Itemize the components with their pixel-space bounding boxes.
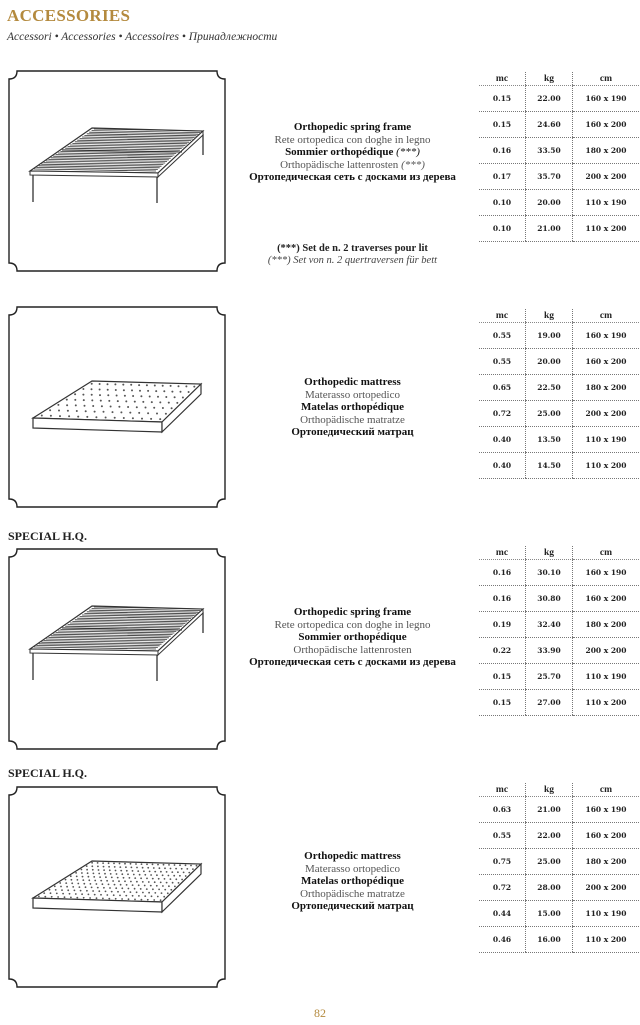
table-cell: 0.15 xyxy=(479,112,526,138)
table-row xyxy=(479,664,639,690)
table-cell: 110 x 200 xyxy=(573,453,640,479)
desc-ru: Ортопедическая сеть с досками из дерева xyxy=(249,656,456,668)
table-cell: 33.90 xyxy=(526,638,573,664)
table-cell: 30.10 xyxy=(526,560,573,586)
section-label-special: SPECIAL H.Q. xyxy=(8,766,88,780)
table-row xyxy=(479,190,639,216)
table-cell: 110 x 200 xyxy=(573,690,640,716)
desc-de: Orthopädische lattenrosten xyxy=(280,158,399,171)
table-cell: 0.16 xyxy=(479,560,526,586)
table-cell: 200 x 200 xyxy=(573,164,640,190)
desc-fr-line xyxy=(240,875,465,888)
table-row xyxy=(479,823,639,849)
table-row xyxy=(479,849,639,875)
desc-fr-line xyxy=(240,631,465,644)
desc-fr: Matelas orthopédique xyxy=(301,401,404,413)
desc-fr-line xyxy=(240,146,465,159)
spec-header-cell: mc xyxy=(479,546,526,560)
page-number: 82 xyxy=(314,1006,326,1020)
table-cell: 25.00 xyxy=(526,849,573,875)
table-cell: 0.72 xyxy=(479,401,526,427)
table-cell: 30.80 xyxy=(526,586,573,612)
desc-de-line xyxy=(240,159,465,172)
table-cell: 27.00 xyxy=(526,690,573,716)
table-cell: 160 x 190 xyxy=(573,560,640,586)
table-cell: 20.00 xyxy=(526,190,573,216)
table-cell: 180 x 200 xyxy=(573,612,640,638)
desc-ru: Ортопедический матрац xyxy=(291,426,414,438)
table-row xyxy=(479,349,639,375)
table-cell: 200 x 200 xyxy=(573,401,640,427)
desc-fr: Sommier orthopédique xyxy=(285,146,394,158)
table-row xyxy=(479,638,639,664)
spec-header-row xyxy=(479,72,639,86)
spec-table xyxy=(479,546,639,716)
table-row xyxy=(479,901,639,927)
table-cell: 0.22 xyxy=(479,638,526,664)
spec-header-cell: mc xyxy=(479,309,526,323)
table-cell: 110 x 190 xyxy=(573,190,640,216)
table-cell: 160 x 190 xyxy=(573,323,640,349)
product-description xyxy=(240,121,465,184)
table-cell: 110 x 200 xyxy=(573,927,640,953)
desc-de: Orthopädische matratze xyxy=(300,887,405,900)
traverse-note xyxy=(240,243,465,267)
table-cell: 160 x 200 xyxy=(573,349,640,375)
table-cell: 110 x 190 xyxy=(573,664,640,690)
table-cell: 110 x 190 xyxy=(573,901,640,927)
spec-header-cell: cm xyxy=(573,72,640,86)
mattress-illustration xyxy=(8,786,226,988)
table-row xyxy=(479,86,639,112)
table-cell: 0.46 xyxy=(479,927,526,953)
table-row xyxy=(479,138,639,164)
mattress-illustration xyxy=(8,306,226,508)
table-cell: 25.00 xyxy=(526,401,573,427)
table-cell: 13.50 xyxy=(526,427,573,453)
table-cell: 14.50 xyxy=(526,453,573,479)
table-cell: 0.15 xyxy=(479,664,526,690)
spec-header-cell: mc xyxy=(479,783,526,797)
desc-de-line xyxy=(240,644,465,657)
table-row xyxy=(479,112,639,138)
table-cell: 19.00 xyxy=(526,323,573,349)
spec-header-cell: kg xyxy=(526,783,573,797)
table-row xyxy=(479,216,639,242)
table-cell: 22.00 xyxy=(526,823,573,849)
table-cell: 24.60 xyxy=(526,112,573,138)
table-cell: 20.00 xyxy=(526,349,573,375)
spec-header-row xyxy=(479,783,639,797)
product-description xyxy=(240,850,465,913)
table-cell: 0.16 xyxy=(479,586,526,612)
spec-header-cell: cm xyxy=(573,783,640,797)
table-cell: 21.00 xyxy=(526,797,573,823)
table-cell: 200 x 200 xyxy=(573,875,640,901)
desc-de-mark: (***) xyxy=(401,158,425,171)
spec-header-row xyxy=(479,546,639,560)
spec-table xyxy=(479,72,639,242)
table-cell: 32.40 xyxy=(526,612,573,638)
spec-table xyxy=(479,783,639,953)
table-cell: 22.00 xyxy=(526,86,573,112)
table-row xyxy=(479,375,639,401)
table-cell: 0.15 xyxy=(479,690,526,716)
table-cell: 180 x 200 xyxy=(573,138,640,164)
table-cell: 0.63 xyxy=(479,797,526,823)
spec-header-cell: kg xyxy=(526,309,573,323)
desc-en: Orthopedic spring frame xyxy=(293,606,412,618)
spec-header-row xyxy=(479,309,639,323)
spec-header-cell: kg xyxy=(526,546,573,560)
table-cell: 0.40 xyxy=(479,453,526,479)
spring-frame-illustration xyxy=(8,70,226,272)
desc-fr-mark: (***) xyxy=(396,146,420,158)
section-label-special: SPECIAL H.Q. xyxy=(8,529,88,543)
table-cell: 0.44 xyxy=(479,901,526,927)
desc-de: Orthopädische lattenrosten xyxy=(293,643,412,656)
table-cell: 110 x 200 xyxy=(573,216,640,242)
spec-header-cell: cm xyxy=(573,309,640,323)
product-description xyxy=(240,606,465,669)
note-de: (***) Set von n. 2 quertraversen für bett xyxy=(267,255,438,266)
desc-en: Orthopedic mattress xyxy=(304,376,401,388)
product-description xyxy=(240,376,465,439)
table-row xyxy=(479,586,639,612)
desc-it: Materasso ortopedico xyxy=(305,862,400,875)
table-cell: 0.55 xyxy=(479,323,526,349)
table-cell: 21.00 xyxy=(526,216,573,242)
table-cell: 180 x 200 xyxy=(573,375,640,401)
table-cell: 160 x 190 xyxy=(573,797,640,823)
table-row xyxy=(479,797,639,823)
desc-ru: Ортопедическая сеть с досками из дерева xyxy=(249,171,456,183)
desc-fr-line xyxy=(240,401,465,414)
table-row xyxy=(479,927,639,953)
table-row xyxy=(479,875,639,901)
desc-de: Orthopädische matratze xyxy=(300,413,405,426)
spec-table xyxy=(479,309,639,479)
table-cell: 35.70 xyxy=(526,164,573,190)
page-title: ACCESSORIES xyxy=(7,6,131,25)
page-subtitle: Accessori • Accessories • Accessoires • Принадлежности xyxy=(7,31,278,43)
table-cell: 28.00 xyxy=(526,875,573,901)
table-row xyxy=(479,560,639,586)
table-cell: 0.55 xyxy=(479,823,526,849)
desc-fr: Sommier orthopédique xyxy=(298,631,407,643)
table-row xyxy=(479,612,639,638)
table-cell: 160 x 190 xyxy=(573,86,640,112)
table-row xyxy=(479,690,639,716)
desc-it: Materasso ortopedico xyxy=(305,388,400,401)
desc-en: Orthopedic spring frame xyxy=(293,121,412,133)
spec-header-cell: mc xyxy=(479,72,526,86)
desc-it: Rete ortopedica con doghe in legno xyxy=(274,618,431,631)
desc-fr: Matelas orthopédique xyxy=(301,875,404,887)
table-row xyxy=(479,323,639,349)
spec-header-cell: cm xyxy=(573,546,640,560)
table-cell: 160 x 200 xyxy=(573,823,640,849)
desc-ru: Ортопедический матрац xyxy=(291,900,414,912)
table-cell: 22.50 xyxy=(526,375,573,401)
table-cell: 160 x 200 xyxy=(573,586,640,612)
table-cell: 0.16 xyxy=(479,138,526,164)
desc-it: Rete ortopedica con doghe in legno xyxy=(274,133,431,146)
table-cell: 15.00 xyxy=(526,901,573,927)
table-cell: 0.55 xyxy=(479,349,526,375)
table-cell: 16.00 xyxy=(526,927,573,953)
table-row xyxy=(479,427,639,453)
table-cell: 180 x 200 xyxy=(573,849,640,875)
desc-de-line xyxy=(240,414,465,427)
table-cell: 0.10 xyxy=(479,190,526,216)
table-cell: 0.40 xyxy=(479,427,526,453)
desc-de-line xyxy=(240,888,465,901)
table-cell: 0.72 xyxy=(479,875,526,901)
table-cell: 0.10 xyxy=(479,216,526,242)
table-cell: 0.75 xyxy=(479,849,526,875)
desc-en: Orthopedic mattress xyxy=(304,850,401,862)
table-cell: 0.65 xyxy=(479,375,526,401)
table-row xyxy=(479,453,639,479)
table-row xyxy=(479,401,639,427)
table-cell: 160 x 200 xyxy=(573,112,640,138)
spring-frame-illustration xyxy=(8,548,226,750)
spec-header-cell: kg xyxy=(526,72,573,86)
table-cell: 33.50 xyxy=(526,138,573,164)
table-cell: 0.19 xyxy=(479,612,526,638)
table-cell: 25.70 xyxy=(526,664,573,690)
table-cell: 200 x 200 xyxy=(573,638,640,664)
table-cell: 0.17 xyxy=(479,164,526,190)
note-fr: (***) Set de n. 2 traverses pour lit xyxy=(277,243,428,254)
table-cell: 0.15 xyxy=(479,86,526,112)
table-row xyxy=(479,164,639,190)
table-cell: 110 x 190 xyxy=(573,427,640,453)
